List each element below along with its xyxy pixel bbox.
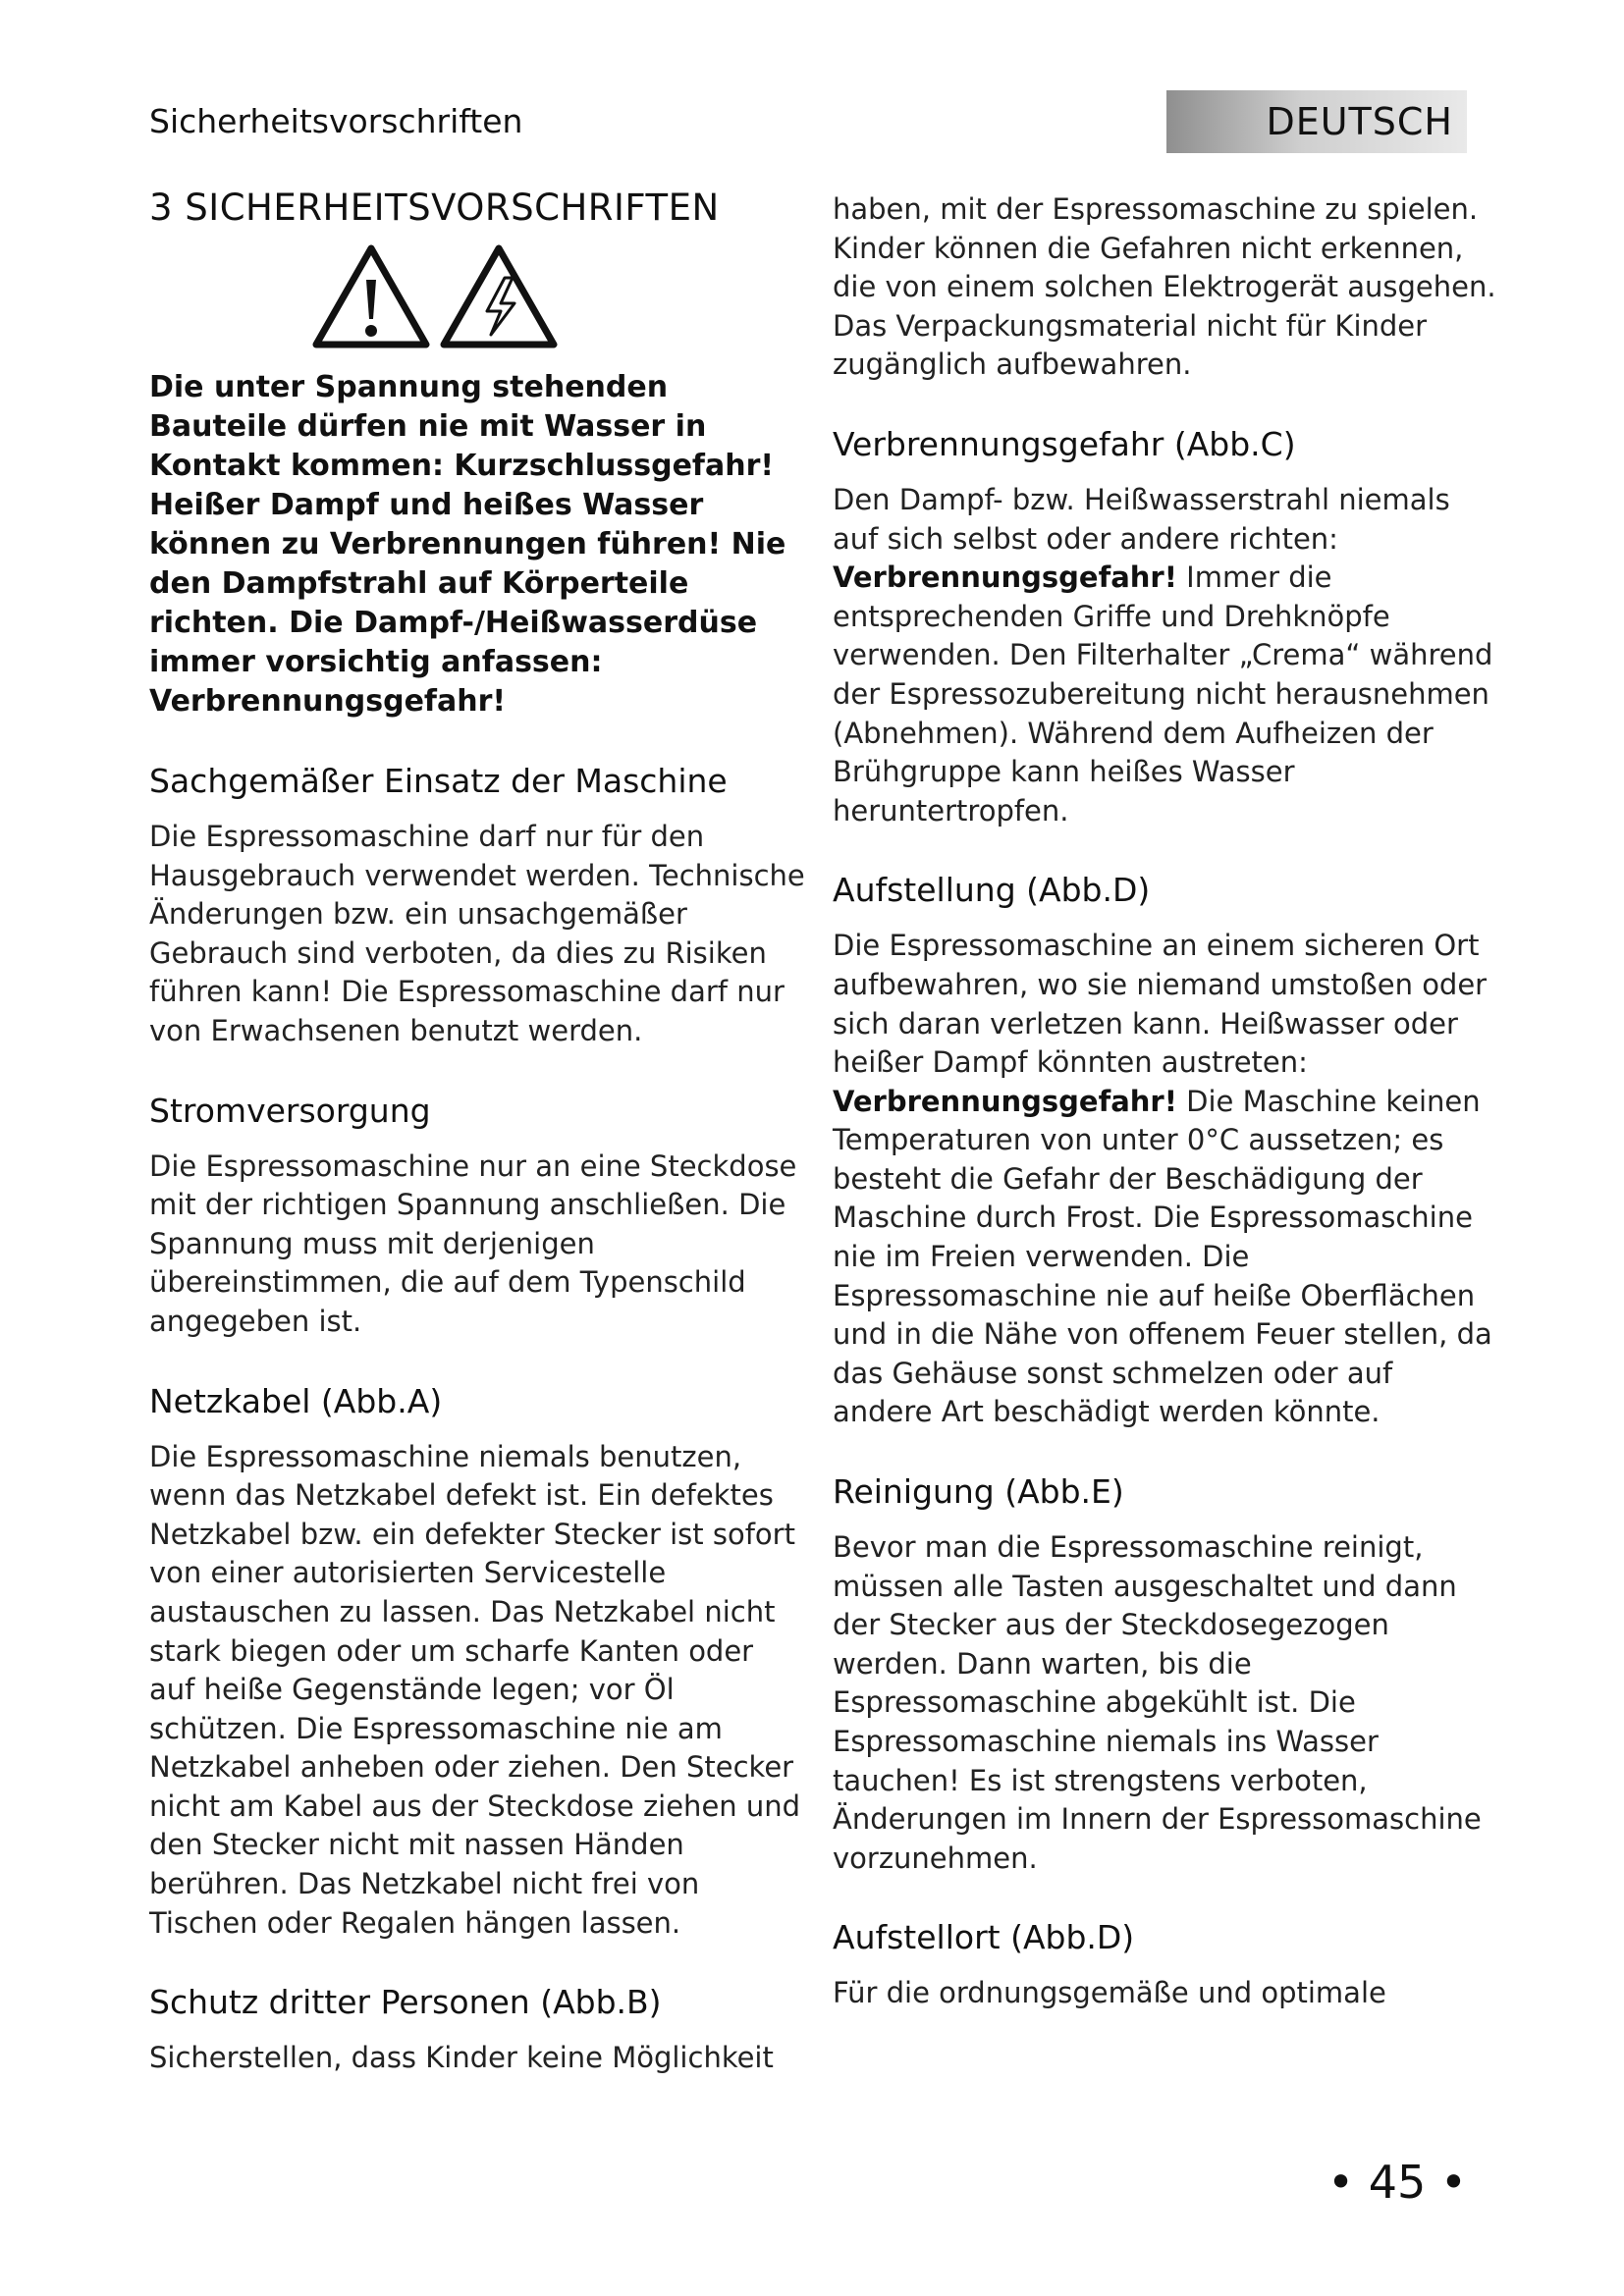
text-part: Die Espressomaschine an einem sicheren Ort aufbewahren, wo sie niemand umstoßen oder sich daran verletzen kann. Heißwasser oder heißer Dampf könnten austreten: [833, 929, 1488, 1080]
section-heading: Reinigung (Abb.E) [833, 1472, 1124, 1512]
section-heading: Netzkabel (Abb.A) [149, 1381, 443, 1420]
text-part: Immer die entsprechenden Griffe und Drehknöpfe verwenden. Den Filterhalter „Crema“ während der Espressozubereitung nicht herausnehmen (Abnehmen). Während dem Aufheizen der Brühgruppe kann heißes Wasser heruntertropfen. [833, 561, 1493, 828]
section-heading: Verbrennungsgefahr (Abb.C) [833, 424, 1296, 463]
language-label: DEUTSCH [1266, 100, 1453, 143]
running-head-title: Sicherheitsvorschriften [149, 102, 523, 140]
section-text [833, 481, 1496, 830]
warning-exclamation-icon [316, 248, 426, 345]
section-heading: Stromversorgung [149, 1091, 431, 1130]
section-heading: Sachgemäßer Einsatz der Maschine [149, 762, 728, 800]
section-heading: Aufstellort (Abb.D) [833, 1918, 1135, 1957]
section-text: Die Espressomaschine nur an eine Steckdose mit der richtigen Spannung anschließen. Die Spannung muss mit derjenigen übereinstimmen, die auf dem Typenschild angegeben ist. [149, 1148, 797, 1338]
section-text: Bevor man die Espressomaschine reinigt, müssen alle Tasten ausgeschaltet und dann der Stecker aus der Steckdosegezogen werden. Dann warten, bis die Espressomaschine abgekühlt ist. Die Espressomaschine niemals ins Wasser tauchen! Es ist strengstens verboten, Änderungen im Innern der Espressomaschine vorzunehmen. [833, 1530, 1482, 1875]
right-column [833, 190, 1496, 2053]
left-column [149, 187, 807, 2117]
warning-symbols [312, 242, 568, 350]
text-part: Den Dampf- bzw. Heißwasserstrahl niemals auf sich selbst oder andere richten: [833, 482, 1450, 556]
chapter-title: 3 SICHERHEITSVORSCHRIFTEN [149, 187, 720, 229]
safety-warning: Die unter Spannung stehenden Bauteile dürfen nie mit Wasser in Kontakt kommen: Kurzschlussgefahr! Heißer Dampf und heißes Wasser können zu Verbrennungen führen! Nie den Dampfstrahl auf Körperteile richten. Die Dampf-/Heißwasserdüse immer vorsichtig anfassen: Verbrennungsgefahr! [149, 370, 786, 719]
section-heading: Aufstellung (Abb.D) [833, 871, 1151, 910]
section-heading: Schutz dritter Personen (Abb.B) [149, 1983, 662, 2022]
emphasis: Verbrennungsgefahr! [833, 1084, 1177, 1118]
section-text: Die Espressomaschine darf nur für den Hausgebrauch verwendet werden. Technische Änderungen bzw. ein unsachgemäßer Gebrauch sind verboten, da dies zu Risiken führen kann! Die Espressomaschine darf nur von Erwachsenen benutzt werden. [149, 820, 805, 1047]
section-text: Die Espressomaschine niemals benutzen, wenn das Netzkabel defekt ist. Ein defektes Netzkabel bzw. ein defekter Stecker ist sofort von einer autorisierten Servicestelle austauschen zu lassen. Das Netzkabel nicht stark biegen oder um scharfe Kanten oder auf heiße Gegenstände legen; vor Öl schützen. Die Espressomaschine nie am Netzkabel anheben oder ziehen. Den Stecker nicht am Kabel aus der Steckdose ziehen und den Stecker nicht mit nassen Händen berühren. Das Netzkabel nicht frei von Tischen oder Regalen hängen lassen. [149, 1439, 801, 1940]
emphasis: Verbrennungsgefahr! [833, 561, 1177, 595]
text-part: Die Maschine keinen Temperaturen von unter 0°C aussetzen; es besteht die Gefahr der Beschädigung der Maschine durch Frost. Die Espressomaschine nie im Freien verwenden. Die Espressomaschine nie auf heiße Oberflächen und in die Nähe von offenem Feuer stellen, da das Gehäuse sonst schmelzen oder auf andere Art beschädigt werden könnte. [833, 1084, 1492, 1429]
continuation-text: haben, mit der Espressomaschine zu spielen. Kinder können die Gefahren nicht erkennen, die von einem solchen Elektrogerät ausgehen. Das Verpackungsmaterial nicht für Kinder zugänglich aufbewahren. [833, 192, 1496, 382]
section-text [833, 927, 1496, 1432]
page-number: • 45 • [1326, 2156, 1467, 2209]
section-text: Für die ordnungsgemäße und optimale [833, 1976, 1386, 2010]
electric-hazard-icon [444, 248, 554, 345]
warning-icons [312, 242, 807, 350]
section-text: Sicherstellen, dass Kinder keine Möglichkeit [149, 2041, 774, 2075]
language-tab [1166, 90, 1467, 153]
